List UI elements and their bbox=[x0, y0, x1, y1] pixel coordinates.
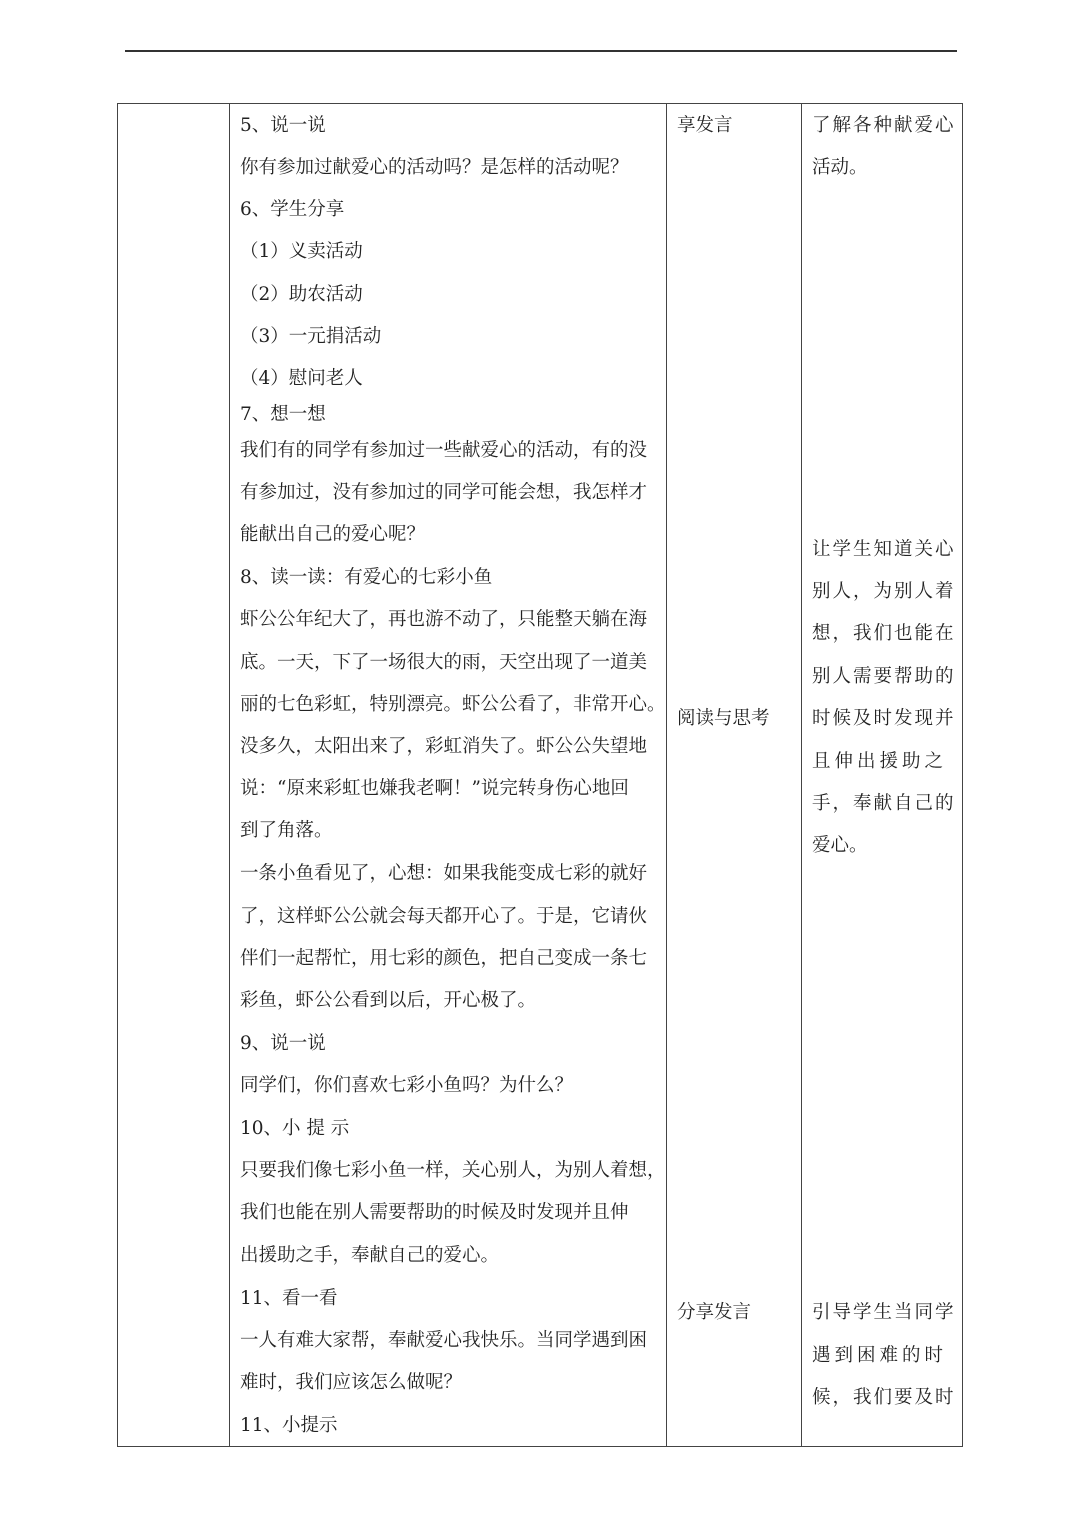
header-rule bbox=[125, 50, 957, 52]
content-line: 有参加过，没有参加过的同学可能会想，我怎样才 bbox=[240, 482, 648, 503]
content-line: 彩鱼，虾公公看到以后，开心极了。 bbox=[240, 990, 537, 1011]
content-line: 9、说一说 bbox=[240, 1033, 326, 1054]
content-line: 我们也能在别人需要帮助的时候及时发现并且伸 bbox=[240, 1202, 629, 1223]
purpose-line: 候，我们要及时 bbox=[812, 1387, 956, 1408]
content-line: （4）慰问老人 bbox=[240, 368, 363, 389]
purpose-line: 手，奉献自己的 bbox=[812, 793, 956, 814]
content-line: 6、学生分享 bbox=[240, 199, 345, 220]
content-line: （3）一元捐活动 bbox=[240, 326, 382, 347]
content-line: 伴们一起帮忙，用七彩的颜色，把自己变成一条七 bbox=[240, 948, 648, 969]
content-line: 11、看一看 bbox=[240, 1288, 338, 1309]
activity-line: 享发言 bbox=[677, 115, 733, 136]
purpose-line: 活动。 bbox=[812, 157, 868, 178]
content-line: 没多久，太阳出来了，彩虹消失了。虾公公失望地 bbox=[240, 736, 648, 757]
content-line: 丽的七色彩虹，特别漂亮。虾公公看了，非常开心。 bbox=[240, 694, 666, 715]
content-line: 11、小提示 bbox=[240, 1415, 338, 1436]
content-line: 能献出自己的爱心呢？ bbox=[240, 524, 426, 545]
content-line: 底。一天，下了一场很大的雨，天空出现了一道美 bbox=[240, 652, 648, 673]
activity-line: 分享发言 bbox=[677, 1302, 752, 1323]
content-line: 难时，我们应该怎么做呢？ bbox=[240, 1372, 463, 1393]
purpose-line: 想，我们也能在 bbox=[812, 623, 956, 644]
content-line: 我们有的同学有参加过一些献爱心的活动，有的没 bbox=[240, 440, 648, 461]
purpose-line: 别人，为别人着 bbox=[812, 581, 956, 602]
content-line: 5、说一说 bbox=[240, 115, 326, 136]
content-line: 一人有难大家帮，奉献爱心我快乐。当同学遇到困 bbox=[240, 1330, 648, 1351]
column-divider-1 bbox=[229, 103, 230, 1447]
purpose-line: 别人需要帮助的 bbox=[812, 666, 956, 687]
content-line: 了，这样虾公公就会每天都开心了。于是，它请伙 bbox=[240, 906, 648, 927]
column-divider-3 bbox=[801, 103, 802, 1447]
content-line: 同学们，你们喜欢七彩小鱼吗？为什么？ bbox=[240, 1075, 574, 1096]
content-line: （1）义卖活动 bbox=[240, 241, 363, 262]
content-line: 8、读一读：有爱心的七彩小鱼 bbox=[240, 567, 493, 588]
content-line: 虾公公年纪大了，再也游不动了，只能整天躺在海 bbox=[240, 609, 648, 630]
content-line: 10、小 提 示 bbox=[240, 1118, 350, 1139]
purpose-line: 遇到困难的时 bbox=[812, 1345, 948, 1366]
content-line: 出援助之手，奉献自己的爱心。 bbox=[240, 1245, 500, 1266]
content-line: 说：“原来彩虹也嫌我老啊！”说完转身伤心地回 bbox=[240, 778, 629, 799]
content-line: （2）助农活动 bbox=[240, 284, 363, 305]
activity-line: 阅读与思考 bbox=[677, 708, 770, 729]
content-line: 一条小鱼看见了，心想：如果我能变成七彩的就好 bbox=[240, 863, 648, 884]
purpose-line: 了解各种献爱心 bbox=[812, 115, 956, 136]
content-line: 到了角落。 bbox=[240, 820, 333, 841]
purpose-line: 且伸出援助之 bbox=[812, 751, 948, 772]
content-line: 你有参加过献爱心的活动吗？是怎样的活动呢？ bbox=[240, 157, 629, 178]
purpose-line: 引导学生当同学 bbox=[812, 1302, 956, 1323]
purpose-line: 让学生知道关心 bbox=[812, 539, 956, 560]
purpose-line: 爱心。 bbox=[812, 835, 868, 856]
content-line: 7、想一想 bbox=[240, 404, 326, 425]
purpose-line: 时候及时发现并 bbox=[812, 708, 956, 729]
content-line: 只要我们像七彩小鱼一样，关心别人，为别人着想， bbox=[240, 1160, 666, 1181]
column-divider-2 bbox=[666, 103, 667, 1447]
